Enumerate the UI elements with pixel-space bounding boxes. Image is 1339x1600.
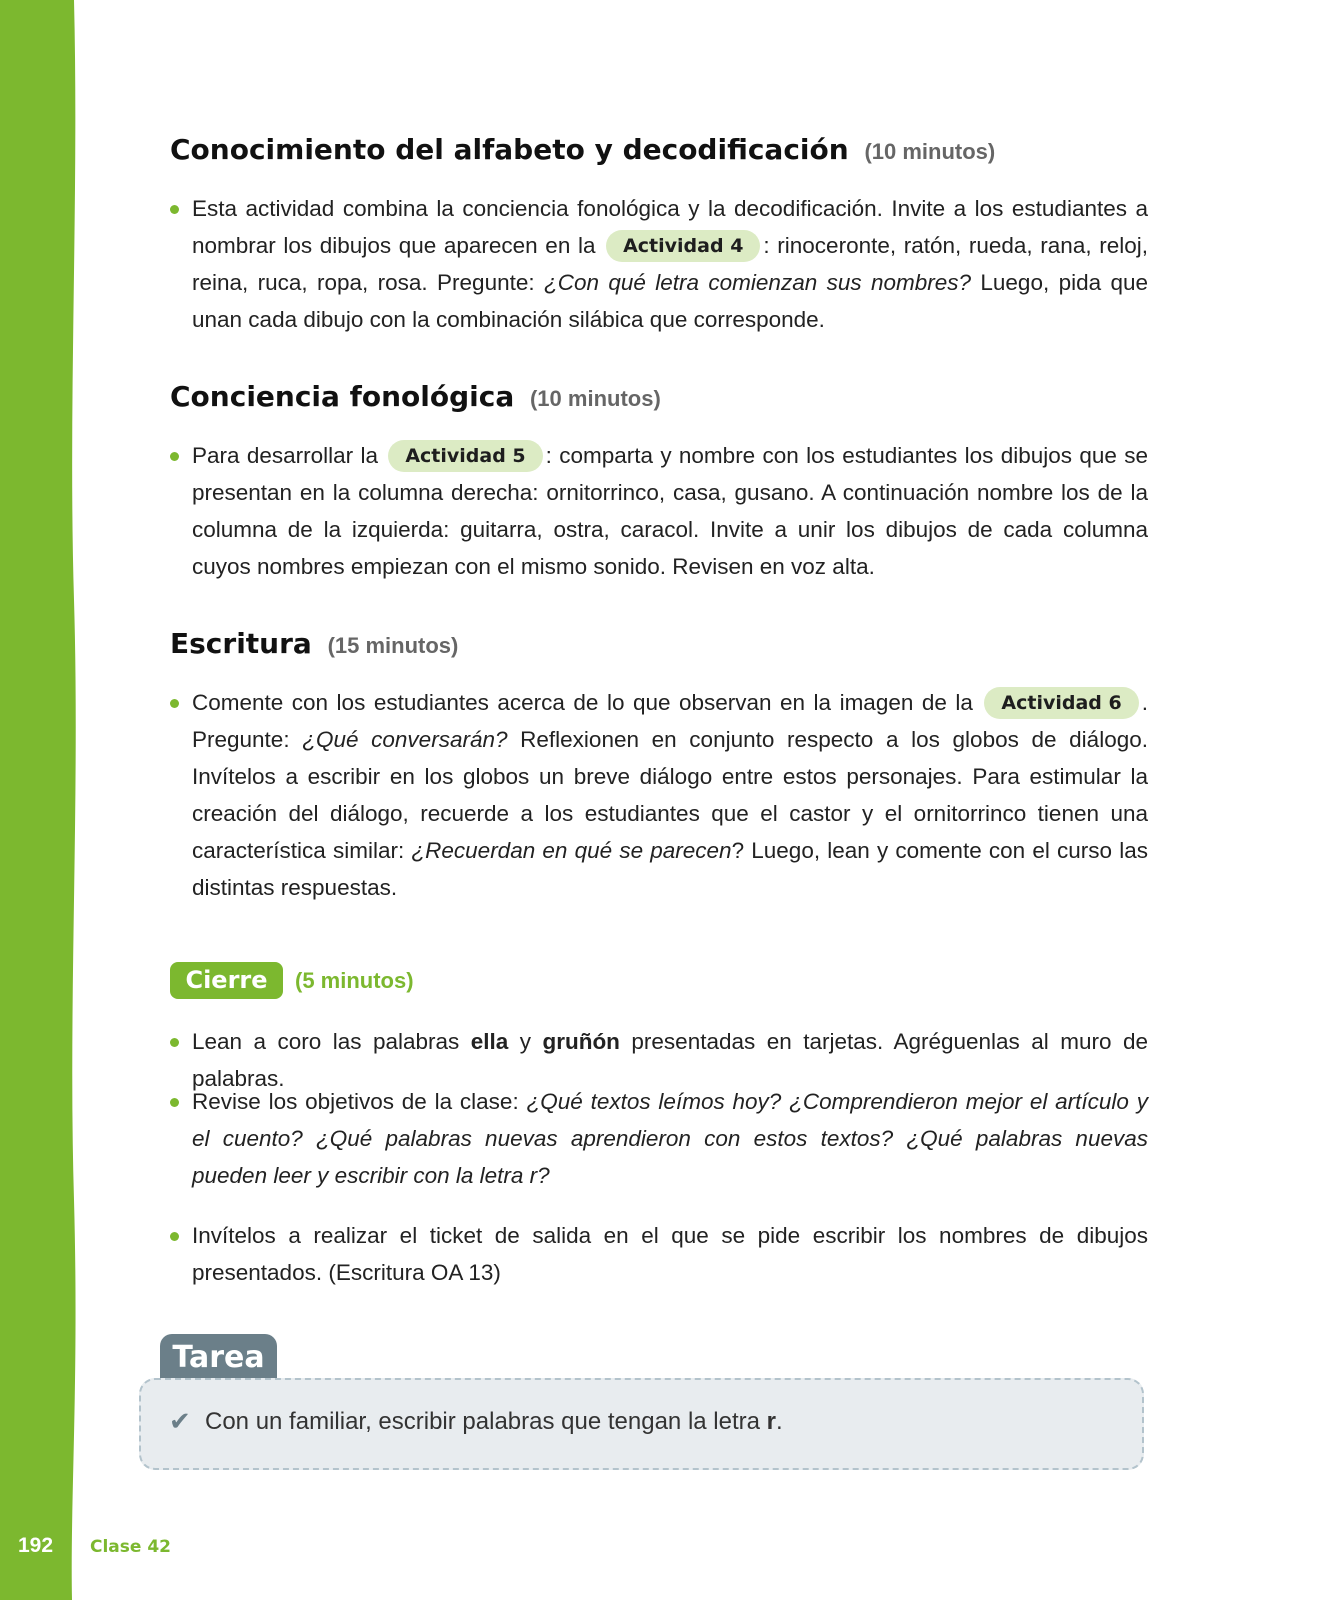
section-title-fonologica: Conciencia fonológica (10 minutos) (170, 380, 661, 413)
section-title-escritura: Escritura (15 minutos) (170, 627, 459, 660)
question-text: ¿Con qué letra comienzan sus nombres? (544, 270, 972, 295)
cierre-minutes: (5 minutos) (295, 968, 414, 993)
tarea-tab: Tarea (160, 1334, 277, 1381)
activity-pill-4: Actividad 4 (606, 230, 760, 262)
tarea-box (139, 1378, 1144, 1470)
cierre-bullet-2: Revise los objetivos de la clase: ¿Qué textos leímos hoy? ¿Comprendieron mejor el artículo y el cuento? ¿Qué palabras nuevas aprendieron con estos textos? ¿Qué palabras nuevas pueden leer y escribir con la letra r? (192, 1083, 1148, 1194)
green-side-band (0, 0, 80, 1600)
footer-class-label: Clase 42 (90, 1537, 171, 1557)
section-title-alfabeto: Conocimiento del alfabeto y decodificación (10 minutos) (170, 133, 996, 166)
cierre-bullet-1: Lean a coro las palabras ella y gruñón presentadas en tarjetas. Agréguenlas al muro de palabras. (192, 1023, 1148, 1097)
question-text: ¿Recuerdan en qué se parecen (411, 838, 732, 863)
word-ella: ella (470, 1029, 509, 1054)
section-minutes: (15 minutos) (327, 633, 459, 658)
paragraph-alfabeto: Esta actividad combina la conciencia fonológica y la decodificación. Invite a los estudiantes a nombrar los dibujos que aparecen en la Actividad 4 : rinoceronte, ratón, rueda, rana, reloj, reina, ruca, ropa, rosa. Pregunte: ¿Con qué letra comienzan sus nombres? Luego, pida que unan cada dibujo con la combinación silábica que corresponde. (192, 190, 1148, 338)
cierre-bullet-3: Invítelos a realizar el ticket de salida en el que se pide escribir los nombres de dibujos presentados. (Escritura OA 13) (192, 1217, 1148, 1291)
paragraph-escritura: Comente con los estudiantes acerca de lo que observan en la imagen de la Actividad 6 . Pregunte: ¿Qué conversarán? Reflexionen en conjunto respecto a los globos de diálogo. Invítelos a escribir en los globos un breve diálogo entre estos personajes. Para estimular la creación del diálogo, recuerde a los estudiantes que el castor y el ornitorrinco tienen una característica similar: ¿Recuerdan en qué se parecen? Luego, lean y comente con el curso las distintas respuestas. (192, 684, 1148, 906)
cierre-badge: Cierre (170, 962, 283, 999)
checkmark-icon: ✔ (169, 1406, 191, 1436)
section-minutes: (10 minutos) (864, 139, 996, 164)
activity-pill-6: Actividad 6 (984, 687, 1138, 719)
paragraph-fonologica: Para desarrollar la Actividad 5 : comparta y nombre con los estudiantes los dibujos que se presentan en la columna derecha: ornitorrinco, casa, gusano. A continuación nombre los de la columna de la izquierda: guitarra, ostra, caracol. Invite a unir los dibujos de cada columna cuyos nombres empiezan con el mismo sonido. Revisen en voz alta. (192, 437, 1148, 585)
question-text: ¿Qué textos leímos hoy? ¿Comprendieron mejor el artículo y el cuento? ¿Qué palabras nuevas aprendieron con estos textos? ¿Qué palabras nuevas pueden leer y escribir con la letra r? (192, 1089, 1148, 1188)
tarea-letter: r (766, 1408, 776, 1435)
bullet-icon (170, 205, 179, 214)
bullet-icon (170, 1038, 179, 1047)
question-text: ¿Qué conversarán? (302, 727, 508, 752)
bullet-icon (170, 452, 179, 461)
activity-pill-5: Actividad 5 (388, 440, 542, 472)
bullet-icon (170, 1098, 179, 1107)
bullet-icon (170, 1232, 179, 1241)
word-grunon: gruñón (542, 1029, 620, 1054)
page-number: 192 (18, 1534, 54, 1557)
tarea-text: Con un familiar, escribir palabras que tengan la letra r. (205, 1408, 783, 1435)
bullet-icon (170, 699, 179, 708)
section-minutes: (10 minutos) (529, 386, 661, 411)
